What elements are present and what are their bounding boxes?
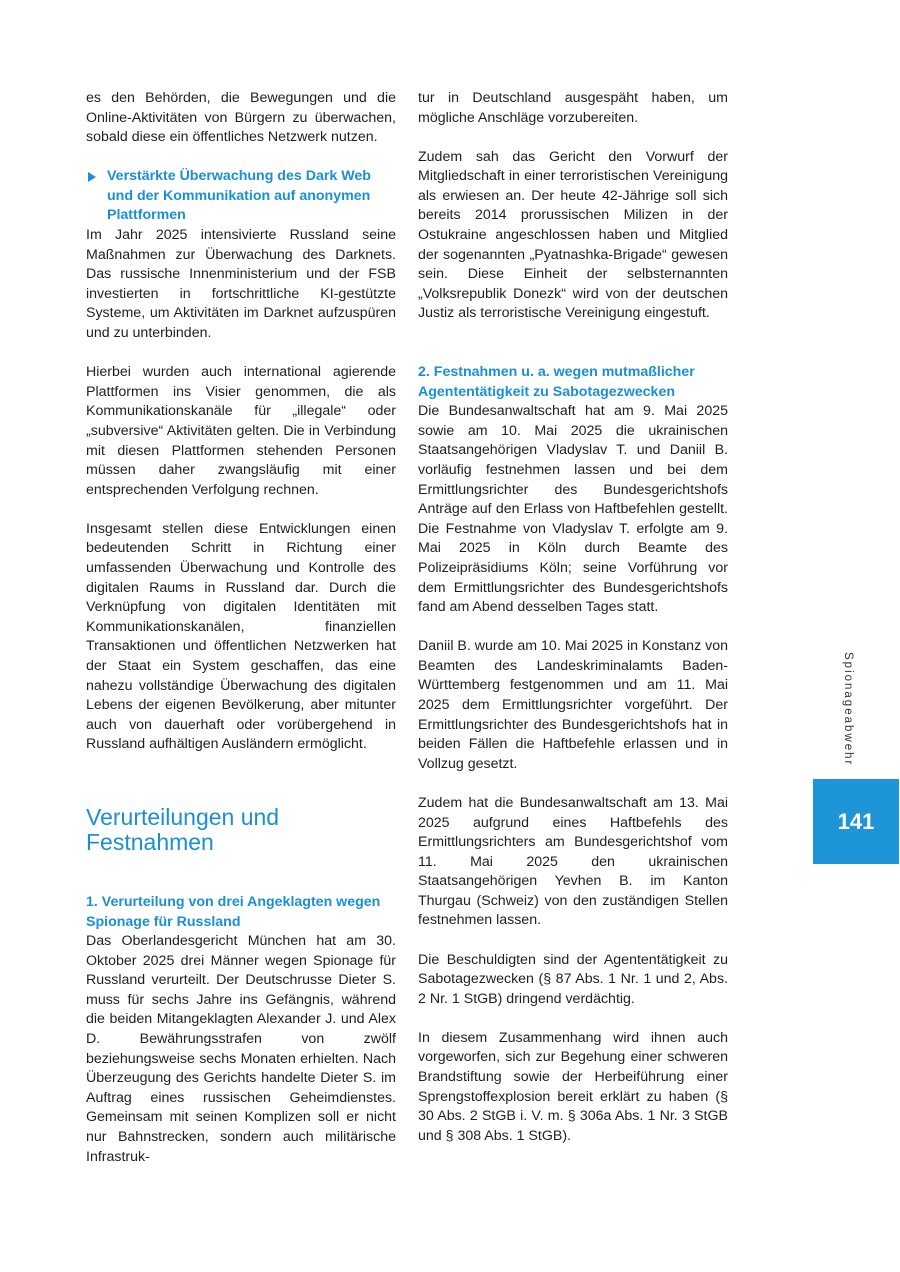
- page-number-box: [813, 779, 899, 864]
- bullet-heading-text: Verstärkte Überwachung des Dark Web und der Kommunikation auf anonymen Plattformen: [107, 168, 371, 224]
- page-number: 141: [837, 808, 875, 834]
- left-column: [86, 89, 396, 1167]
- paragraph: tur in Deutschland ausgespäht haben, um mögliche Anschläge vorzubereiten.: [418, 90, 728, 126]
- subsection-heading: 1. Verurteilung von drei Angeklagten wegen Spionage für Russland: [86, 893, 381, 930]
- paragraph: Hierbei wurden auch international agierende Plattformen ins Visier genommen, die als Kommunikationskanäle für „illegale“ oder „subversive“ Aktivitäten gelten. Die in Verbindung mit diesen Plattformen stehenden Personen müssen daher zwangsläufig mit einer entsprechenden Verfolgung rechnen.: [86, 364, 396, 498]
- right-column: [418, 89, 728, 1146]
- subsection-heading: 2. Festnahmen u. a. wegen mutmaßlicher Agententätigkeit zu Sabotagezwecken: [418, 364, 695, 400]
- chapter-label: Spionageabwehr: [842, 652, 854, 767]
- paragraph: Das Oberlandesgericht München hat am 30. Oktober 2025 drei Männer wegen Spionage für Russland verurteilt. Der Deutschrusse Dieter S. muss für sechs Jahre ins Gefängnis, während die beiden Mitangeklagten Alexander J. und Alex D. Bewährungsstrafen von zwölf beziehungsweise sechs Monaten erhielten. Nach Überzeugung des Gerichts handelte Dieter S. im Auftrag eines russischen Geheimdienstes. Gemeinsam mit seinen Komplizen soll er nicht nur Bahnstrecken, sondern auch militärische Infrastruk-: [86, 933, 396, 1165]
- paragraph: Insgesamt stellen diese Entwicklungen einen bedeutenden Schritt in Richtung einer umfassenden Überwachung und Kontrolle des digitalen Raums in Russland dar. Durch die Verknüpfung von digitalen Identitäten mit Kommunikationskanälen, finanziellen Transaktionen und öffentlichen Netzwerken hat der Staat ein System geschaffen, das eine nahezu vollständige Überwachung des digitalen Lebens der eigenen Bevölkerung, aber mitunter auch von dauerhaft oder vorübergehend in Russland aufhältigen Ausländern ermöglicht.: [86, 520, 396, 753]
- section-title: Verurteilungen und Festnahmen: [86, 803, 280, 855]
- triangle-bullet-icon: [88, 172, 96, 182]
- bullet-heading: [86, 167, 396, 226]
- paragraph: Die Bundesanwaltschaft hat am 9. Mai 2025 sowie am 10. Mai 2025 die ukrainischen Staatsangehörigen Vladyslav T. und Daniil B. vorläufig festnehmen lassen und bei dem Ermittlungsrichter des Bundesgerichtshofs Anträge auf den Erlass von Haftbefehlen gestellt. Die Festnahme von Vladyslav T. erfolgte am 9. Mai 2025 in Köln durch Beamte des Polizeipräsidiums Köln; seine Vorführung vor dem Ermittlungsrichter des Bundesgerichtshofs fand am Abend desselben Tages statt.: [418, 403, 728, 616]
- paragraph: In diesem Zusammenhang wird ihnen auch vorgeworfen, sich zur Begehung einer schweren Brandstiftung sowie der Herbeiführung einer Sprengstoffexplosion bereit erklärt zu haben (§ 30 Abs. 2 StGB i. V. m. § 306a Abs. 1 Nr. 3 StGB und § 308 Abs. 1 StGB).: [418, 1029, 728, 1144]
- paragraph: Zudem sah das Gericht den Vorwurf der Mitgliedschaft in einer terroristischen Vereinigung als erwiesen an. Der heute 42-Jährige soll sich bereits 2014 prorussischen Milizen in der Ostukraine angeschlossen haben und Mitglied der sogenannten „Pyatnashka-Brigade“ gewesen sein. Diese Einheit der selbsternannten „Volksrepublik Donezk“ wird von der deutschen Justiz als terroristische Vereinigung eingestuft.: [418, 148, 728, 322]
- paragraph: Zudem hat die Bundesanwaltschaft am 13. Mai 2025 aufgrund eines Haftbefehls des Ermittlungsrichters am Bundesgerichtshof vom 11. Mai 2025 den ukrainischen Staatsangehörigen Yevhen B. im Kanton Thurgau (Schweiz) von den zuständigen Stellen festnehmen lassen.: [418, 794, 728, 929]
- paragraph: es den Behörden, die Bewegungen und die Online-Aktivitäten von Bürgern zu überwachen, sobald diese ein öffentliches Netzwerk nutzen.: [86, 90, 396, 146]
- paragraph: Die Beschuldigten sind der Agententätigkeit zu Sabotagezwecken (§ 87 Abs. 1 Nr. 1 und 2, Abs. 2 Nr. 1 StGB) dringend verdächtig.: [418, 951, 728, 1007]
- paragraph: Im Jahr 2025 intensivierte Russland seine Maßnahmen zur Überwachung des Darknets. Das russische Innenministerium und der FSB investierten in fortschrittliche KI-gestützte Systeme, um Aktivitäten im Darknet aufzuspüren und zu unterbinden.: [86, 227, 396, 342]
- paragraph: Daniil B. wurde am 10. Mai 2025 in Konstanz von Beamten des Landeskriminalamts Baden-Württemberg festgenommen und am 11. Mai 2025 dem Ermittlungsrichter vorgeführt. Der Ermittlungsrichter des Bundesgerichtshofs hat in beiden Fällen die Haftbefehle erlassen und in Vollzug gesetzt.: [418, 638, 728, 772]
